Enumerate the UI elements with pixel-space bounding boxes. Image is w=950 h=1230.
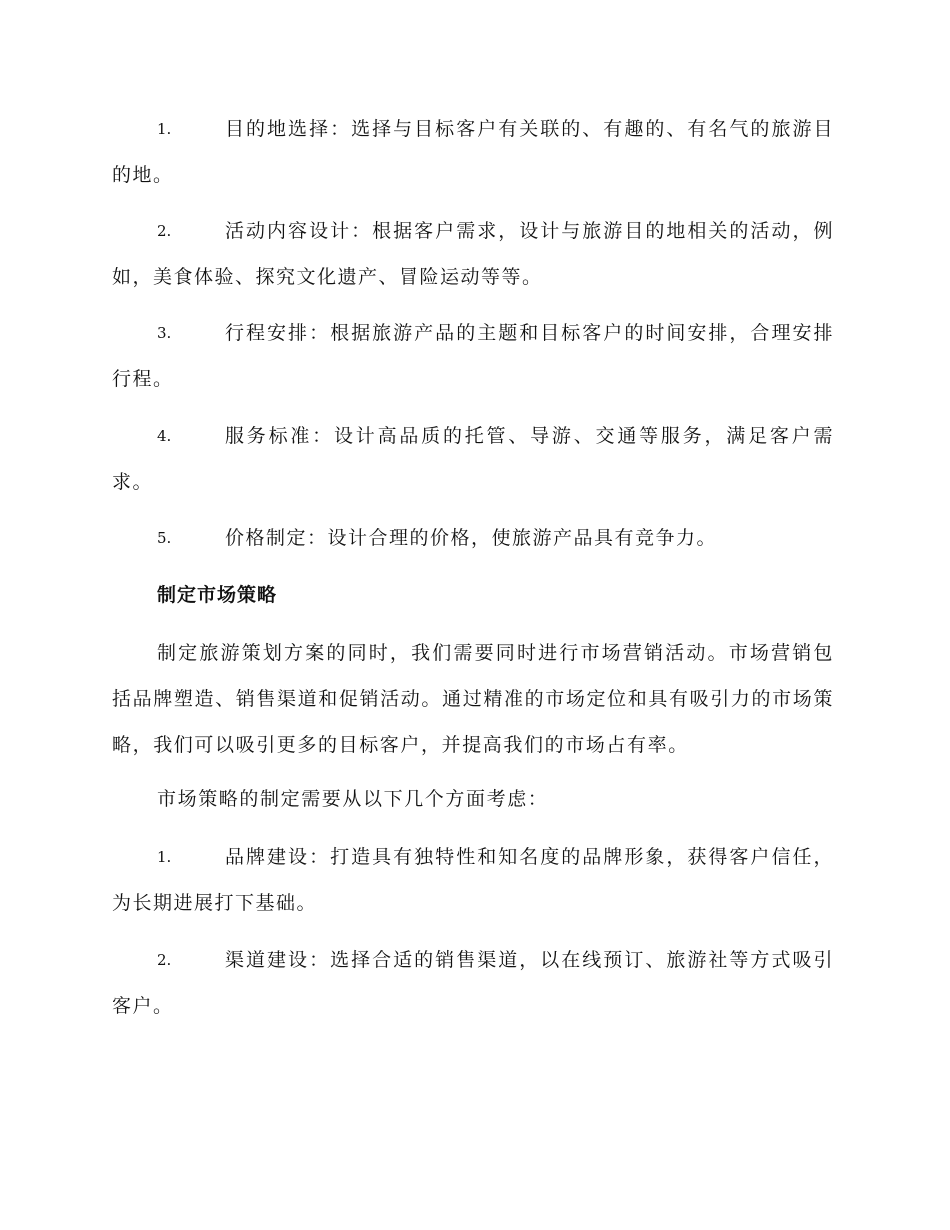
list-item [112,834,834,926]
list-item [112,413,834,505]
list-number: 3. [157,324,172,342]
list-number: 4. [157,427,172,445]
list-item [112,310,834,402]
list-item [112,208,834,300]
list-text: 价格制定：设计合理的价格，使旅游产品具有竞争力。 [225,527,718,549]
body-paragraph: 制定旅游策划方案的同时，我们需要同时进行市场营销活动。市场营销包括品牌塑造、销售渠道和促销活动。通过精准的市场定位和具有吸引力的市场策略，我们可以吸引更多的目标客户，并提高我们的市场占有率。 [112,642,834,756]
section-heading: 制定市场策略 [157,584,278,606]
list-number: 2. [157,951,172,969]
body-paragraph: 市场策略的制定需要从以下几个方面考虑： [157,788,549,810]
list-text: 目的地选择：选择与目标客户有关联的、有趣的、有名气的旅游目的地。 [112,118,834,186]
list-text: 品牌建设：打造具有独特性和知名度的品牌形象，获得客户信任，为长期进展打下基础。 [112,846,834,914]
list-item [112,937,834,1029]
list-text: 服务标准：设计高品质的托管、导游、交通等服务，满足客户需求。 [112,425,834,493]
list-text: 渠道建设：选择合适的销售渠道，以在线预订、旅游社等方式吸引客户。 [112,949,834,1017]
list-text: 行程安排：根据旅游产品的主题和目标客户的时间安排，合理安排行程。 [112,322,834,390]
list-item [112,106,834,198]
list-number: 1. [157,848,172,866]
list-number: 5. [157,529,172,547]
list-text: 活动内容设计：根据客户需求，设计与旅游目的地相关的活动，例如，美食体验、探究文化遗产、冒险运动等等。 [112,220,834,288]
list-number: 2. [157,222,172,240]
list-item [112,515,834,561]
list-number: 1. [157,120,172,138]
